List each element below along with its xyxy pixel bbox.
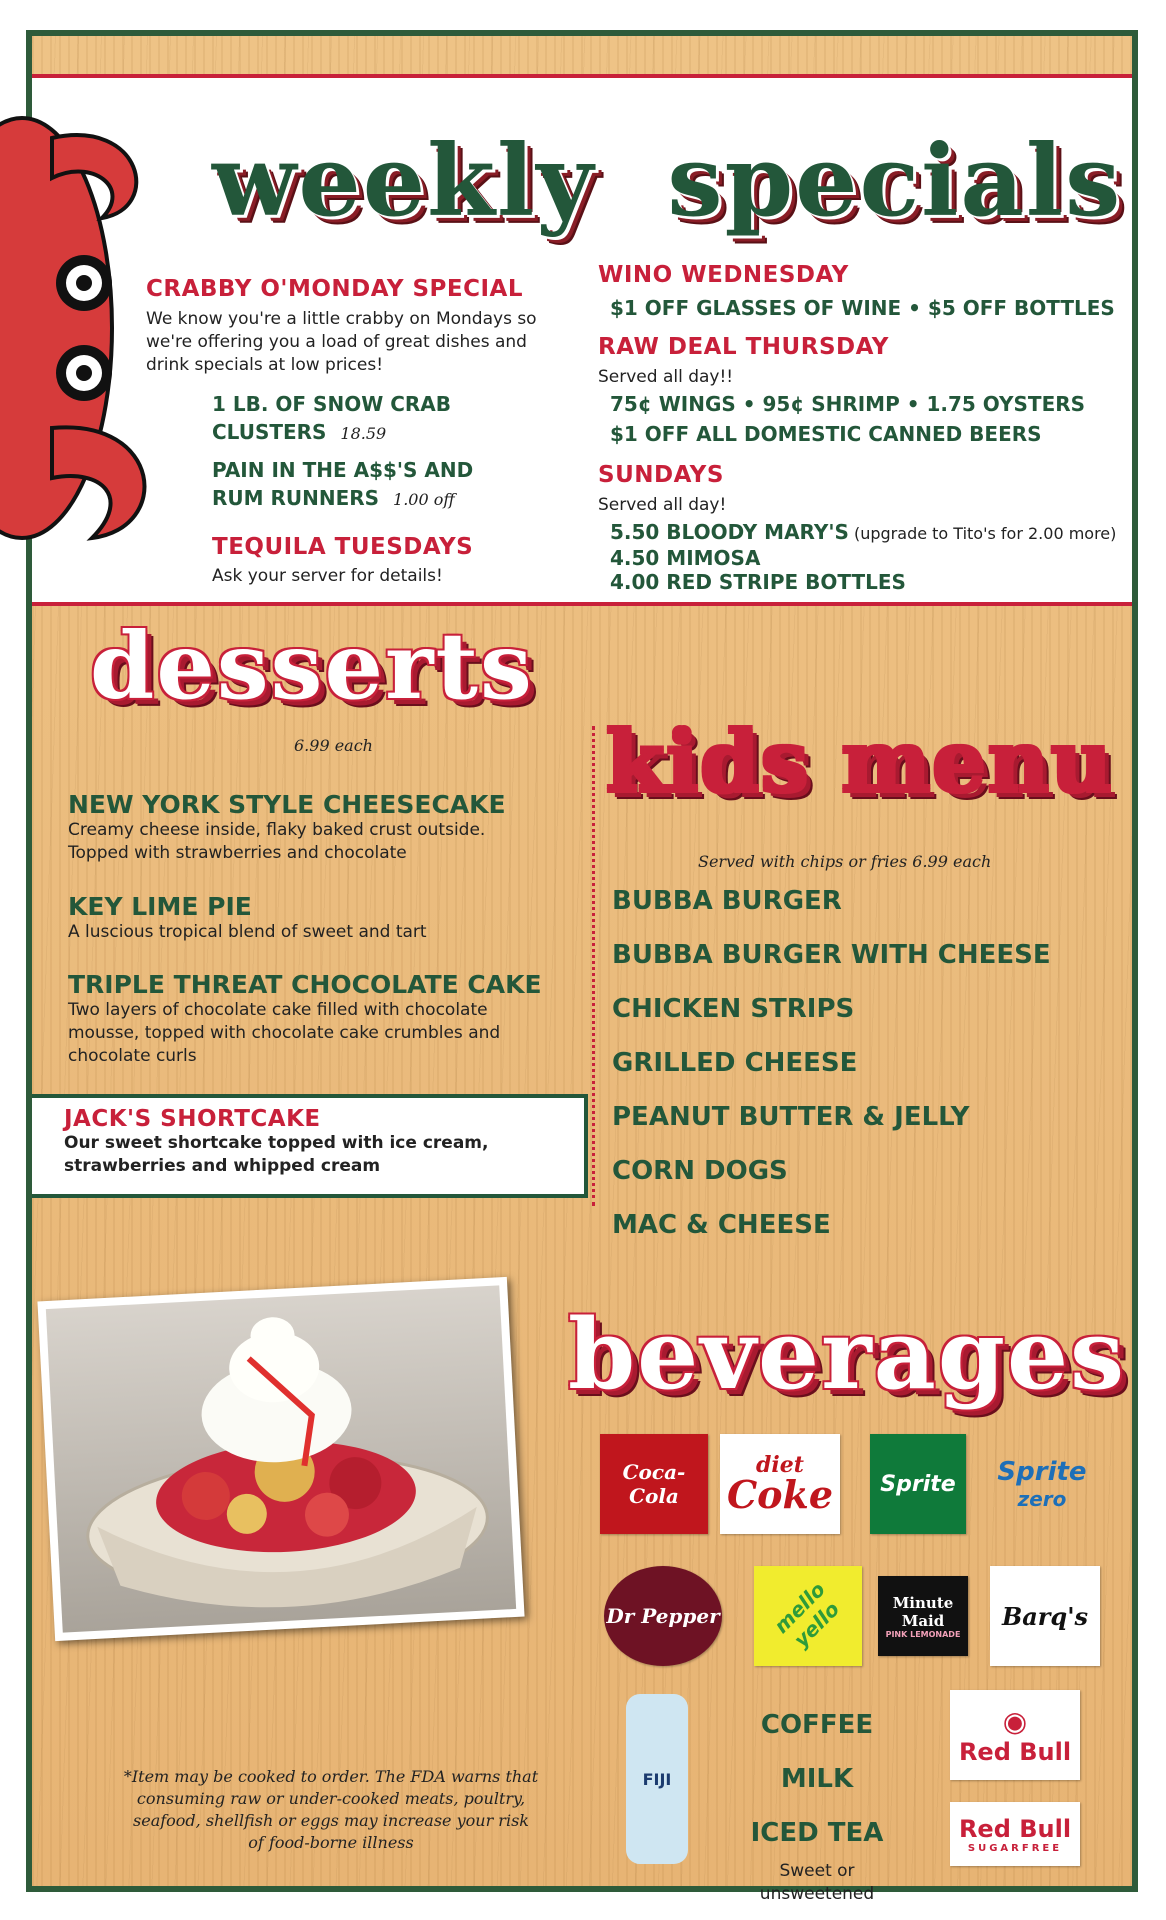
fiji-water-logo: FIJI (626, 1694, 688, 1864)
sundays-items: 5.50 BLOODY MARY'S (upgrade to Tito's for 2.00 more) 4.50 MIMOSA 4.00 RED STRIPE BOTTLES (610, 520, 1117, 594)
kids-item: CHICKEN STRIPS (612, 994, 855, 1024)
other-drinks (722, 1698, 912, 1906)
sprite-logo: Sprite (870, 1434, 966, 1534)
weekly-specials-panel (32, 74, 1132, 606)
crabby-monday-desc: We know you're a little crabby on Mondays so we're offering you a load of great dishes and drink specials at low prices! (146, 309, 537, 375)
desserts-price-note: 6.99 each (294, 736, 373, 755)
dr-pepper-logo: Dr Pepper (604, 1566, 722, 1666)
red-bull-logo: ◉ Red Bull (950, 1690, 1080, 1780)
minute-maid-logo: Minute Maid PINK LEMONADE (878, 1576, 968, 1656)
raw-deal-thursday-desc: Served all day!! (598, 367, 734, 387)
raw-deal-thursday-title: RAW DEAL THURSDAY (598, 334, 889, 360)
crabby-monday-title: CRABBY O'MONDAY SPECIAL (146, 276, 524, 302)
wino-wednesday-title: WINO WEDNESDAY (598, 262, 849, 288)
fda-disclaimer: *Item may be cooked to order. The FDA warns that consuming raw or under-cooked meats, poultry, seafood, shellfish or eggs may increase your risk of food-borne illness (123, 1767, 539, 1852)
sundays-title: SUNDAYS (598, 462, 724, 488)
desserts-title: desserts (90, 612, 534, 720)
red-bull-sugarfree-logo: Red Bull SUGARFREE (950, 1802, 1080, 1866)
weekly-specials-title: weekly specials (212, 124, 1123, 239)
rum-runners-item: PAIN IN THE A$$'S AND RUM RUNNERS 1.00 off (212, 458, 474, 510)
tequila-tuesdays-desc: Ask your server for details! (212, 566, 443, 586)
drink-item: ICED TEA (750, 1818, 884, 1848)
menu-page (26, 30, 1138, 1904)
kids-item: PEANUT BUTTER & JELLY (612, 1102, 970, 1132)
coca-cola-logo: Coca-Cola (600, 1434, 708, 1534)
kids-item: BUBBA BURGER (612, 886, 842, 916)
mello-yello-logo: mello yello (754, 1566, 862, 1666)
dessert-item: TRIPLE THREAT CHOCOLATE CAKE Two layers of chocolate cake filled with chocolate mousse, topped with chocolate cake crumbles and chocolate curls (68, 970, 542, 1066)
featured-dessert-box: JACK'S SHORTCAKE Our sweet shortcake topped with ice cream, strawberries and whipped cream (32, 1094, 588, 1198)
kids-item: MAC & CHEESE (612, 1210, 831, 1240)
crab-mascot-icon (32, 98, 162, 558)
beverages-title: beverages (568, 1298, 1127, 1411)
barqs-logo: Barq's (990, 1566, 1100, 1666)
kids-item: CORN DOGS (612, 1156, 788, 1186)
dessert-item: KEY LIME PIE A luscious tropical blend of sweet and tart (68, 892, 427, 942)
kids-item: BUBBA BURGER WITH CHEESE (612, 940, 1051, 970)
iced-tea-note: Sweet or unsweetened (759, 1861, 875, 1904)
shortcake-image-icon (46, 1285, 516, 1632)
drink-item: MILK (780, 1764, 854, 1794)
tequila-tuesdays-title: TEQUILA TUESDAYS (212, 534, 474, 560)
kids-menu-title: kids menu (606, 712, 1114, 811)
wino-wednesday-line: $1 OFF GLASSES OF WINE • $5 OFF BOTTLES (610, 296, 1115, 320)
dessert-item: NEW YORK STYLE CHEESECAKE Creamy cheese inside, flaky baked crust outside. Topped with strawberries and chocolate (68, 790, 506, 863)
kids-menu-note: Served with chips or fries 6.99 each (698, 852, 992, 871)
shortcake-photo (37, 1277, 524, 1641)
drink-item: COFFEE (760, 1710, 874, 1740)
raw-deal-thursday-line2: $1 OFF ALL DOMESTIC CANNED BEERS (610, 422, 1042, 446)
sprite-zero-logo: Sprite zero (997, 1457, 1087, 1511)
column-divider (592, 726, 595, 1206)
snow-crab-item: 1 LB. OF SNOW CRAB CLUSTERS 18.59 (212, 392, 452, 444)
raw-deal-thursday-line1: 75¢ WINGS • 95¢ SHRIMP • 1.75 OYSTERS (610, 392, 1086, 416)
diet-coke-logo: diet Coke (720, 1434, 840, 1534)
sundays-desc: Served all day! (598, 495, 727, 515)
kids-item: GRILLED CHEESE (612, 1048, 858, 1078)
